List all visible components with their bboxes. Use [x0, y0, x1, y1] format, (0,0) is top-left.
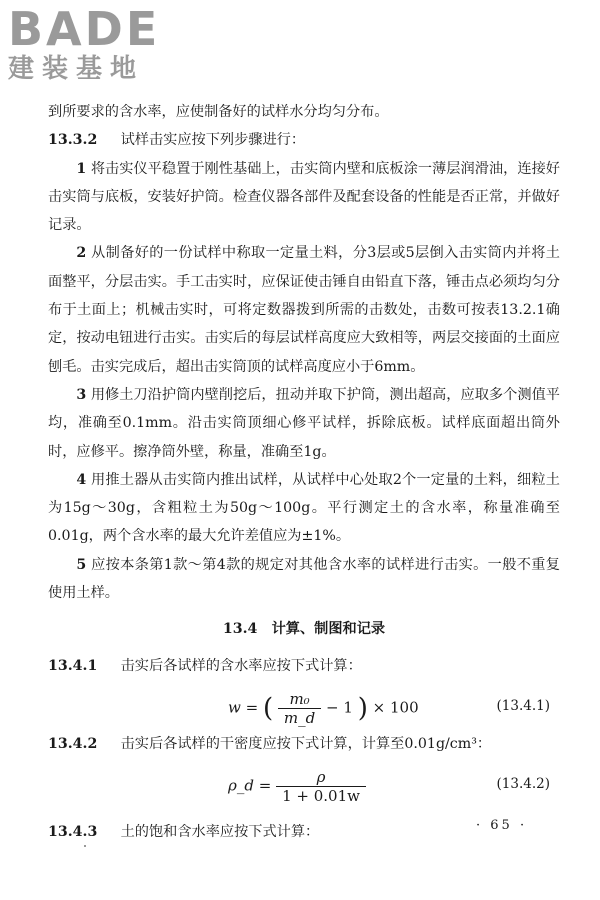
fraction-denominator: 1 + 0.01w	[282, 787, 360, 806]
formula-fraction	[276, 768, 366, 805]
formula-eq: =	[245, 698, 259, 717]
clause-13-3-2	[48, 126, 560, 154]
item-text: 用推土器从击实筒内推出试样，从试样中心处取2个一定量的土料，细粒土为15g～30g，含粗粒土为50g～100g。平行测定土的含水率，称量准确至0.01g，两个含水率的最大允许差值应为±1%。	[48, 471, 560, 545]
clause-text: 试样击实应按下列步骤进行：	[120, 132, 306, 149]
item-number: 2	[76, 245, 87, 262]
formula-lhs: w	[228, 698, 241, 717]
formula-minus: − 1	[326, 698, 353, 717]
scan-speck	[84, 845, 86, 847]
list-item	[48, 239, 560, 380]
clause-text: 击实后各试样的干密度应按下式计算，计算至0.01g/cm³：	[120, 735, 492, 752]
fraction-numerator: ρ	[276, 768, 366, 787]
clause-number: 13.4.2	[48, 735, 98, 752]
paragraph: 到所要求的含水率，应使制备好的试样水分均匀分布。	[48, 104, 389, 120]
equation-number: (13.4.2)	[496, 776, 550, 793]
fraction-denominator: m_d	[283, 708, 316, 727]
document-body	[48, 98, 560, 847]
formula-fraction	[278, 690, 321, 727]
item-number: 5	[76, 556, 87, 573]
section-title: 13.4 计算、制图和记录	[222, 621, 386, 638]
clause-13-4-2	[48, 730, 560, 758]
item-number: 4	[76, 471, 87, 488]
item-text: 应按本条第1款～第4款的规定对其他含水率的试样进行击实。一般不重复使用土样。	[48, 556, 560, 602]
clause-text: 击实后各试样的含水率应按下式计算：	[120, 657, 362, 674]
list-item	[48, 466, 560, 551]
clause-number: 13.3.2	[48, 132, 98, 149]
formula-13-4-2	[48, 758, 560, 818]
clause-text: 土的饱和含水率应按下式计算：	[120, 824, 320, 841]
equation-number: (13.4.1)	[496, 697, 550, 714]
clause-number: 13.4.1	[48, 657, 98, 674]
list-item	[48, 551, 560, 608]
clause-number: 13.4.3	[48, 824, 98, 841]
logo-sub-text: 建装基地	[8, 54, 145, 84]
logo-main-text: BADE	[8, 2, 161, 56]
formula-eq: =	[258, 776, 272, 795]
formula-expression: w = ( $\frac{\text{m₀}}{m\_d}$ − 1 ) × 100	[228, 689, 419, 727]
formula-lhs: ρ_d	[228, 776, 254, 795]
item-text: 从制备好的一份试样中称取一定量土料，分3层或5层倒入击实筒内并将土面整平，分层击实。手工击实时，应保证使击锤自由铅直下落，锤击点必须均匀分布于土面上；机械击实时，可将定数器拨到所需的击数处，击数可按表13.2.1确定，按动电钮进行击实。击实后的每层试样高度应大致相等，两层交接面的土面应刨毛。击实完成后，超出击实筒顶的试样高度应小于6mm。	[48, 245, 560, 375]
formula-expression	[228, 768, 366, 805]
fraction-numerator: m₀	[278, 690, 321, 709]
clause-13-4-1	[48, 652, 560, 680]
list-item	[48, 381, 560, 466]
item-number: 3	[76, 386, 87, 403]
item-text: 将击实仪平稳置于刚性基础上，击实筒内壁和底板涂一薄层润滑油，连接好击实筒与底板，安装好护筒。检查仪器各部件及配套设备的性能是否正常，并做好记录。	[48, 160, 560, 234]
formula-13-4-1	[48, 680, 560, 730]
item-text: 用修土刀沿护筒内壁削挖后，扭动并取下护筒，测出超高，应取多个测值平均，准确至0.1mm。沿击实筒顶细心修平试样，拆除底板。试样底面超出筒外时，应修平。擦净筒外壁，称量，准确至1g。	[48, 386, 560, 460]
formula-times: × 100	[372, 698, 419, 717]
logo	[8, 2, 178, 84]
list-item	[48, 155, 560, 240]
page-number: · 65 ·	[476, 818, 528, 833]
item-number: 1	[76, 160, 87, 177]
